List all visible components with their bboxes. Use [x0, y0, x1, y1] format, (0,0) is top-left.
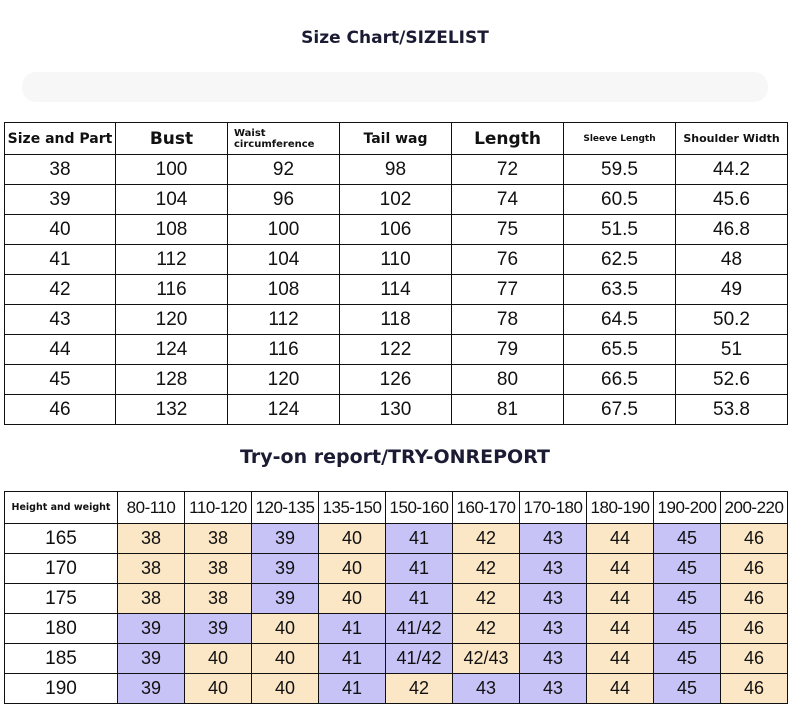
try-on-table [4, 491, 788, 704]
recommended-size-cell: 44 [587, 584, 654, 614]
header-weight-range: 170-180 [520, 492, 587, 524]
measurement-cell: 114 [340, 275, 452, 305]
try-on-row [5, 644, 788, 674]
header-weight-range: 110-120 [185, 492, 252, 524]
size-cell: 41 [5, 245, 116, 275]
recommended-size-cell: 43 [453, 674, 520, 704]
recommended-size-cell: 41 [386, 554, 453, 584]
size-table-row [5, 365, 788, 395]
measurement-cell: 120 [228, 365, 340, 395]
recommended-size-cell: 39 [252, 584, 319, 614]
recommended-size-cell: 46 [721, 674, 788, 704]
measurement-cell: 120 [116, 305, 228, 335]
recommended-size-cell: 45 [654, 674, 721, 704]
recommended-size-cell: 42 [453, 614, 520, 644]
measurement-cell: 102 [340, 185, 452, 215]
try-on-row [5, 674, 788, 704]
recommended-size-cell: 38 [118, 554, 185, 584]
recommended-size-cell: 38 [118, 584, 185, 614]
recommended-size-cell: 40 [252, 644, 319, 674]
header-weight-range: 160-170 [453, 492, 520, 524]
try-on-row [5, 554, 788, 584]
size-table-row [5, 185, 788, 215]
height-cell: 165 [5, 524, 118, 554]
size-cell: 42 [5, 275, 116, 305]
header-sleeve-length: Sleeve Length [564, 123, 676, 155]
size-table-row [5, 275, 788, 305]
recommended-size-cell: 43 [520, 554, 587, 584]
recommended-size-cell: 42 [386, 674, 453, 704]
size-cell: 39 [5, 185, 116, 215]
try-on-row [5, 524, 788, 554]
recommended-size-cell: 41/42 [386, 614, 453, 644]
measurement-cell: 126 [340, 365, 452, 395]
measurement-cell: 79 [452, 335, 564, 365]
height-cell: 175 [5, 584, 118, 614]
height-cell: 170 [5, 554, 118, 584]
measurement-cell: 50.2 [676, 305, 788, 335]
recommended-size-cell: 42 [453, 554, 520, 584]
recommended-size-cell: 39 [185, 614, 252, 644]
measurement-cell: 78 [452, 305, 564, 335]
header-weight-range: 150-160 [386, 492, 453, 524]
measurement-cell: 81 [452, 395, 564, 425]
measurement-cell: 124 [228, 395, 340, 425]
recommended-size-cell: 45 [654, 644, 721, 674]
height-cell: 190 [5, 674, 118, 704]
measurement-cell: 53.8 [676, 395, 788, 425]
measurement-cell: 92 [228, 155, 340, 185]
measurement-cell: 104 [116, 185, 228, 215]
recommended-size-cell: 39 [118, 644, 185, 674]
measurement-cell: 44.2 [676, 155, 788, 185]
size-chart-table [4, 122, 788, 425]
header-shoulder-width: Shoulder Width [676, 123, 788, 155]
try-on-row [5, 614, 788, 644]
header-weight-range: 80-110 [118, 492, 185, 524]
header-length: Length [452, 123, 564, 155]
recommended-size-cell: 46 [721, 524, 788, 554]
recommended-size-cell: 40 [185, 644, 252, 674]
recommended-size-cell: 39 [118, 614, 185, 644]
recommended-size-cell: 43 [520, 644, 587, 674]
recommended-size-cell: 44 [587, 524, 654, 554]
header-bust: Bust [116, 123, 228, 155]
measurement-cell: 100 [228, 215, 340, 245]
recommended-size-cell: 41 [319, 644, 386, 674]
size-table-row [5, 335, 788, 365]
measurement-cell: 66.5 [564, 365, 676, 395]
measurement-cell: 51.5 [564, 215, 676, 245]
size-table-body [5, 155, 788, 425]
recommended-size-cell: 45 [654, 554, 721, 584]
measurement-cell: 98 [340, 155, 452, 185]
size-table-header [5, 123, 788, 155]
decorative-banner [22, 72, 768, 102]
recommended-size-cell: 44 [587, 644, 654, 674]
measurement-cell: 45.6 [676, 185, 788, 215]
recommended-size-cell: 42 [453, 524, 520, 554]
recommended-size-cell: 44 [587, 554, 654, 584]
recommended-size-cell: 43 [520, 584, 587, 614]
measurement-cell: 118 [340, 305, 452, 335]
header-height-and-weight: Height and weight [5, 492, 118, 524]
header-weight-range: 190-200 [654, 492, 721, 524]
recommended-size-cell: 46 [721, 644, 788, 674]
recommended-size-cell: 42/43 [453, 644, 520, 674]
header-waist: Waist circumference [228, 123, 340, 155]
recommended-size-cell: 46 [721, 584, 788, 614]
recommended-size-cell: 46 [721, 614, 788, 644]
size-chart-title: Size Chart/SIZELIST [301, 28, 489, 48]
measurement-cell: 65.5 [564, 335, 676, 365]
measurement-cell: 116 [116, 275, 228, 305]
measurement-cell: 110 [340, 245, 452, 275]
measurement-cell: 80 [452, 365, 564, 395]
try-on-body [5, 524, 788, 704]
measurement-cell: 104 [228, 245, 340, 275]
recommended-size-cell: 39 [118, 674, 185, 704]
measurement-cell: 74 [452, 185, 564, 215]
measurement-cell: 96 [228, 185, 340, 215]
header-weight-range: 180-190 [587, 492, 654, 524]
measurement-cell: 124 [116, 335, 228, 365]
measurement-cell: 108 [228, 275, 340, 305]
header-weight-range: 135-150 [319, 492, 386, 524]
recommended-size-cell: 41/42 [386, 644, 453, 674]
measurement-cell: 46.8 [676, 215, 788, 245]
size-cell: 43 [5, 305, 116, 335]
measurement-cell: 100 [116, 155, 228, 185]
recommended-size-cell: 44 [587, 614, 654, 644]
measurement-cell: 52.6 [676, 365, 788, 395]
recommended-size-cell: 40 [319, 524, 386, 554]
recommended-size-cell: 41 [386, 524, 453, 554]
measurement-cell: 67.5 [564, 395, 676, 425]
measurement-cell: 64.5 [564, 305, 676, 335]
recommended-size-cell: 40 [252, 614, 319, 644]
size-table-row [5, 155, 788, 185]
measurement-cell: 63.5 [564, 275, 676, 305]
measurement-cell: 132 [116, 395, 228, 425]
recommended-size-cell: 44 [587, 674, 654, 704]
size-cell: 45 [5, 365, 116, 395]
size-table-row [5, 305, 788, 335]
header-weight-range: 200-220 [721, 492, 788, 524]
measurement-cell: 60.5 [564, 185, 676, 215]
recommended-size-cell: 43 [520, 674, 587, 704]
recommended-size-cell: 43 [520, 524, 587, 554]
recommended-size-cell: 45 [654, 584, 721, 614]
try-on-header [5, 492, 788, 524]
measurement-cell: 108 [116, 215, 228, 245]
recommended-size-cell: 39 [252, 554, 319, 584]
size-table-row [5, 395, 788, 425]
recommended-size-cell: 41 [319, 674, 386, 704]
measurement-cell: 72 [452, 155, 564, 185]
measurement-cell: 106 [340, 215, 452, 245]
recommended-size-cell: 38 [118, 524, 185, 554]
measurement-cell: 116 [228, 335, 340, 365]
recommended-size-cell: 39 [252, 524, 319, 554]
recommended-size-cell: 40 [252, 674, 319, 704]
size-cell: 44 [5, 335, 116, 365]
recommended-size-cell: 38 [185, 584, 252, 614]
measurement-cell: 76 [452, 245, 564, 275]
recommended-size-cell: 40 [185, 674, 252, 704]
size-cell: 46 [5, 395, 116, 425]
recommended-size-cell: 40 [319, 554, 386, 584]
measurement-cell: 122 [340, 335, 452, 365]
header-size-and-part: Size and Part [5, 123, 116, 155]
height-cell: 180 [5, 614, 118, 644]
header-weight-range: 120-135 [252, 492, 319, 524]
recommended-size-cell: 46 [721, 554, 788, 584]
recommended-size-cell: 43 [520, 614, 587, 644]
size-table-row [5, 245, 788, 275]
recommended-size-cell: 38 [185, 524, 252, 554]
recommended-size-cell: 45 [654, 524, 721, 554]
height-cell: 185 [5, 644, 118, 674]
measurement-cell: 75 [452, 215, 564, 245]
measurement-cell: 112 [228, 305, 340, 335]
size-cell: 38 [5, 155, 116, 185]
measurement-cell: 112 [116, 245, 228, 275]
measurement-cell: 59.5 [564, 155, 676, 185]
try-on-title: Try-on report/TRY-ONREPORT [240, 446, 550, 468]
measurement-cell: 62.5 [564, 245, 676, 275]
header-tail-wag: Tail wag [340, 123, 452, 155]
try-on-row [5, 584, 788, 614]
measurement-cell: 49 [676, 275, 788, 305]
recommended-size-cell: 40 [319, 584, 386, 614]
measurement-cell: 77 [452, 275, 564, 305]
measurement-cell: 48 [676, 245, 788, 275]
recommended-size-cell: 45 [654, 614, 721, 644]
recommended-size-cell: 38 [185, 554, 252, 584]
recommended-size-cell: 41 [319, 614, 386, 644]
size-cell: 40 [5, 215, 116, 245]
measurement-cell: 128 [116, 365, 228, 395]
recommended-size-cell: 42 [453, 584, 520, 614]
measurement-cell: 51 [676, 335, 788, 365]
size-table-row [5, 215, 788, 245]
measurement-cell: 130 [340, 395, 452, 425]
recommended-size-cell: 41 [386, 584, 453, 614]
